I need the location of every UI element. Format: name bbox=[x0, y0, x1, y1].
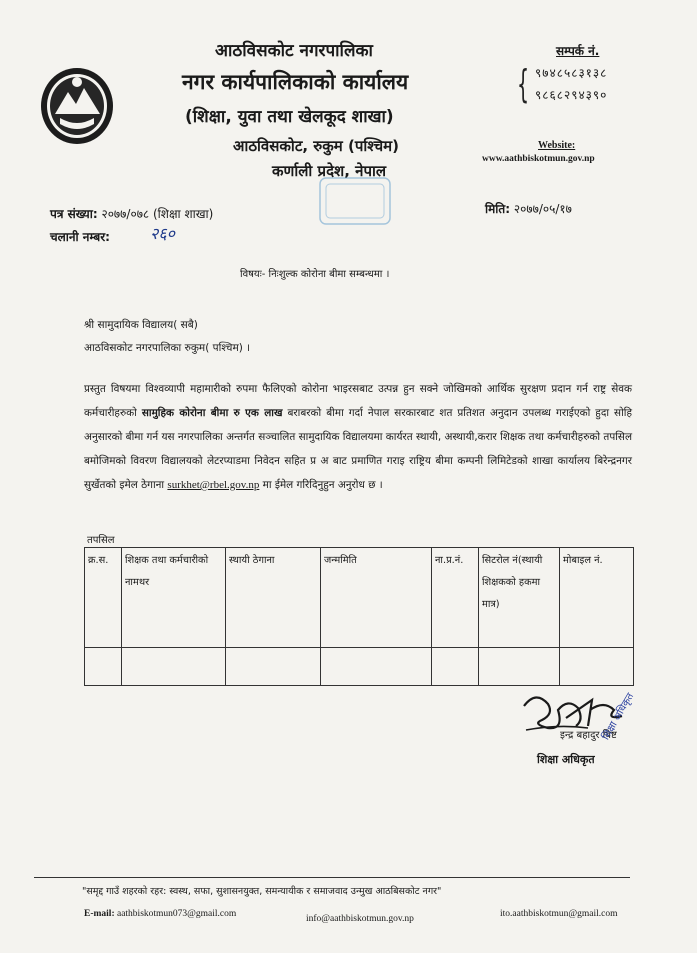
website-label: Website: bbox=[538, 140, 576, 151]
footer-email-primary bbox=[84, 909, 236, 919]
phone-number: ९७४८५८३१३८ bbox=[535, 66, 608, 80]
email-link[interactable]: ito.aathbiskotmun@gmail.com bbox=[500, 909, 618, 919]
office-stamp bbox=[318, 176, 392, 226]
insurer-email-link[interactable]: surkhet@rbel.gov.np bbox=[167, 479, 260, 491]
email-label: E-mail: bbox=[84, 909, 115, 919]
table-header-cell: स्थायी ठेगाना bbox=[226, 548, 321, 648]
office-location: आठविसकोट, रुकुम (पश्चिम) bbox=[233, 137, 399, 155]
table-header-cell: ना.प्र.नं. bbox=[432, 548, 479, 648]
table-header-cell: शिक्षक तथा कर्मचारीको नामथर bbox=[122, 548, 226, 648]
table-header-cell: जन्ममिति bbox=[321, 548, 432, 648]
subject-line: विषयः- निःशुल्क कोरोना बीमा सम्बन्धमा । bbox=[240, 269, 390, 280]
municipality-name: आठविसकोट नगरपालिका bbox=[215, 41, 373, 61]
province-country: कर्णाली प्रदेश, नेपाल bbox=[272, 162, 387, 180]
table-cell bbox=[321, 648, 432, 686]
website-url: www.aathbiskotmun.gov.np bbox=[482, 154, 595, 164]
contact-label: सम्पर्क नं. bbox=[556, 44, 600, 58]
schedule-label: तपसिल bbox=[87, 535, 115, 546]
footer-motto: "समृद्द गाउँ शहरको रहर: स्वस्थ, सफा, सुशासनयुक्त, समन्यायीक र समाजवाद उन्मुख आठबिसकोट नगर" bbox=[82, 886, 442, 897]
date-value: २०७७/०५/१७ bbox=[513, 202, 572, 216]
phone-number: ९८६८२९४३९० bbox=[535, 88, 608, 102]
section-name: (शिक्षा, युवा तथा खेलकूद शाखा) bbox=[185, 107, 394, 127]
letter-number-row bbox=[50, 205, 213, 222]
table-header-cell: क्र.स. bbox=[85, 548, 122, 648]
table-header-cell: मोबाइल नं. bbox=[560, 548, 634, 648]
body-paragraph: प्रस्तुत विषयमा विश्वव्यापी महामारीको रुपमा फैलिएको कोरोना भाइरसबाट उत्पन्न हुन सक्ने जोखिमको आर्थिक सुरक्षण प्रदान गर्न राष्ट्र सेवक कर्मचारीहरुको सामुहिक कोरोना बीमा रु एक लाख बराबरको बीमा गर्दा नेपाल सरकारबाट शत प्रतिशत अनुदान उपलब्ध गराईएको हुदा सोहि अनुसारको बीमा गर्न यस नगरपालिका अन्तर्गत सञ्चालित सामुदायिक विद्यालयमा कार्यरत स्थायी, अस्थायी,करार शिक्षक तथा कर्मचारीहरुको तपसिल बमोजिमको विवरण विद्यालयको लेटरप्याडमा निवेदन सहित प्र अ बाट प्रमाणित गराइ राष्ट्रिय बीमा कम्पनी लिमिटेडको शाखा कार्यालय बिरेन्द्रनगर सुर्खेतको इमेल ठेगाना surkhet@rbel.gov.np मा ईमेल गरिदिनुहुन अनुरोध छ । bbox=[84, 383, 632, 491]
table-cell bbox=[226, 648, 321, 686]
dispatch-number-label: चलानी नम्बर: bbox=[50, 230, 110, 244]
signatory-stamp: शिक्षा अधिकृत bbox=[600, 691, 637, 742]
signatory-name: इन्द्र बहादुर बिष्ट bbox=[560, 730, 617, 741]
insurance-highlight: सामुहिक कोरोना बीमा रु एक लाख bbox=[141, 407, 283, 419]
table-cell bbox=[85, 648, 122, 686]
email-link[interactable]: info@aathbiskotmun.gov.np bbox=[306, 914, 414, 924]
signatory-title: शिक्षा अधिकृत bbox=[537, 753, 595, 766]
letter-number-label: पत्र संख्या: bbox=[50, 207, 98, 221]
dispatch-number-value: २६० bbox=[150, 224, 175, 243]
addressee-line: आठविसकोट नगरपालिका रुकुम( पश्चिम) । bbox=[84, 342, 251, 354]
date-row bbox=[485, 200, 572, 217]
table-cell bbox=[432, 648, 479, 686]
municipality-emblem-logo bbox=[38, 64, 116, 146]
email-link[interactable]: aathbiskotmun073@gmail.com bbox=[116, 909, 237, 919]
footer-divider bbox=[34, 877, 630, 878]
details-table bbox=[84, 547, 634, 686]
table-cell bbox=[122, 648, 226, 686]
letter-number-value: २०७७/०७८ (शिक्षा शाखा) bbox=[101, 207, 214, 221]
table-header-row bbox=[85, 548, 634, 648]
office-name: नगर कार्यपालिकाको कार्यालय bbox=[182, 70, 409, 94]
brace-glyph: { bbox=[517, 62, 530, 106]
date-label: मिति: bbox=[485, 202, 511, 216]
table-header-cell: सिटरोल नं(स्थायी शिक्षकको हकमा मात्र) bbox=[479, 548, 560, 648]
addressee-line: श्री सामुदायिक विद्यालय( सबै) bbox=[84, 319, 198, 331]
